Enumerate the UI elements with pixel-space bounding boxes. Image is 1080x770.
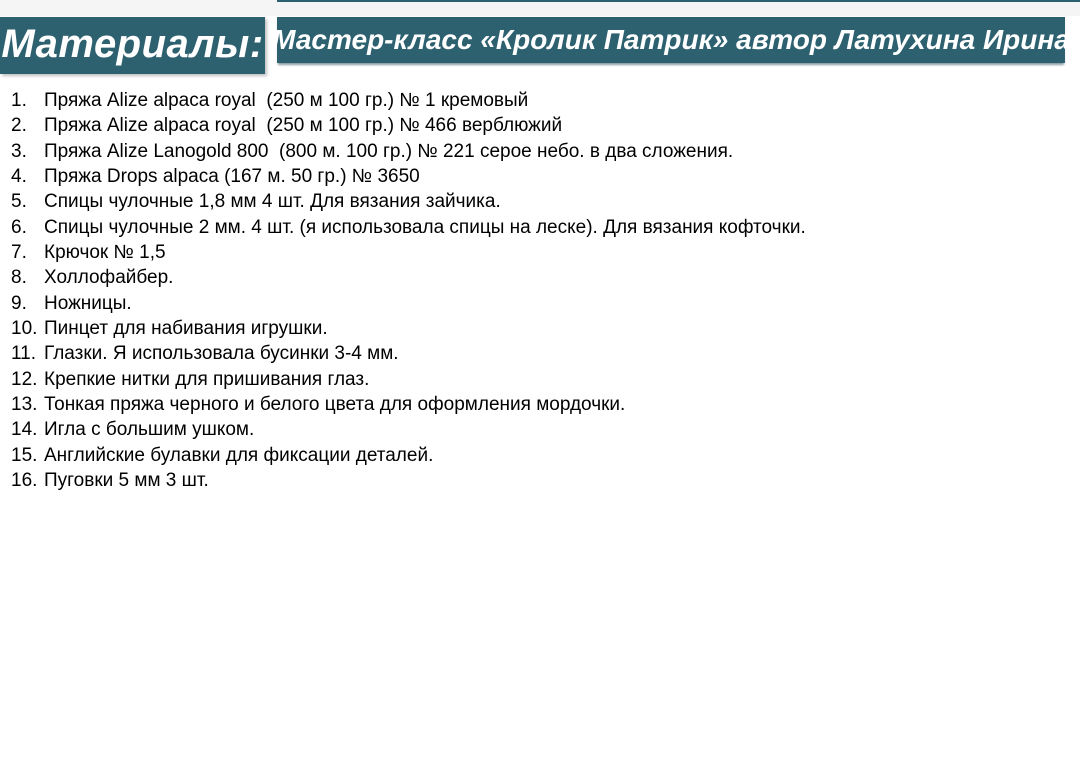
- list-item-text: Спицы чулочные 2 мм. 4 шт. (я использовала спицы на леске). Для вязания кофточки.: [44, 216, 806, 238]
- list-item-number: [0, 215, 44, 240]
- list-item-text: Крючок № 1,5: [44, 242, 166, 264]
- list-item-number: [0, 367, 44, 392]
- list-item: [0, 417, 1080, 442]
- list-item-text: Холлофайбер.: [44, 267, 174, 289]
- list-item: [0, 341, 1080, 366]
- top-accent-line: [277, 0, 1080, 2]
- list-item-text: Пуговки 5 мм 3 шт.: [44, 470, 209, 492]
- list-item: [0, 291, 1080, 316]
- list-item: [0, 139, 1080, 164]
- list-item-text: Тонкая пряжа черного и белого цвета для оформления мордочки.: [44, 394, 626, 416]
- list-item: [0, 88, 1080, 113]
- materials-header-box: [0, 17, 265, 74]
- list-item-number: [0, 392, 44, 417]
- top-strip: [0, 0, 1080, 16]
- masterclass-title-bar: [272, 17, 1070, 63]
- list-item-text: Пряжа Drops alpaca (167 м. 50 гр.) № 3650: [44, 166, 420, 188]
- list-item: [0, 240, 1080, 265]
- list-item-text: Пряжа Alize Lanogold 800 (800 м. 100 гр.) № 221 серое небо. в два сложения.: [44, 140, 734, 162]
- list-item-number: [0, 240, 44, 265]
- list-item-number: [0, 468, 44, 493]
- masterclass-title-text: Мастер-класс «Кролик Патрик» автор Латухина Ирина: [272, 24, 1070, 55]
- list-item-text: Спицы чулочные 1,8 мм 4 шт. Для вязания зайчика.: [44, 191, 501, 213]
- list-item: [0, 316, 1080, 341]
- list-item: [0, 113, 1080, 138]
- list-item-number: [0, 417, 44, 442]
- list-item-text: Пряжа Alize alpaca royal (250 м 100 гр.) № 466 верблюжий: [44, 115, 563, 137]
- list-item: [0, 215, 1080, 240]
- list-item: [0, 367, 1080, 392]
- list-item-number: [0, 341, 44, 366]
- list-item: [0, 265, 1080, 290]
- list-item-text: Глазки. Я использовала бусинки 3-4 мм.: [44, 343, 399, 365]
- list-item: [0, 443, 1080, 468]
- list-item-number: [0, 113, 44, 138]
- list-item: [0, 164, 1080, 189]
- list-item-text: Ножницы.: [44, 292, 132, 314]
- list-item-text: Пряжа Alize alpaca royal (250 м 100 гр.) № 1 кремовый: [44, 90, 529, 111]
- materials-header-label: Материалы:: [1, 22, 264, 66]
- list-item-number: [0, 291, 44, 316]
- list-item: [0, 468, 1080, 493]
- list-item-number: [0, 316, 44, 341]
- list-item: [0, 392, 1080, 417]
- materials-list: [0, 88, 1080, 494]
- list-item-number: [0, 139, 44, 164]
- list-item-number: [0, 443, 44, 468]
- list-item-number: [0, 88, 44, 113]
- list-item-text: Пинцет для набивания игрушки.: [44, 318, 328, 340]
- list-item-number: [0, 189, 44, 214]
- list-item-text: Крепкие нитки для пришивания глаз.: [44, 368, 370, 390]
- list-item-text: Английские булавки для фиксации деталей.: [44, 444, 434, 466]
- list-item-number: [0, 265, 44, 290]
- list-item-number: [0, 164, 44, 189]
- list-item-text: Игла с большим ушком.: [44, 419, 255, 441]
- list-item: [0, 189, 1080, 214]
